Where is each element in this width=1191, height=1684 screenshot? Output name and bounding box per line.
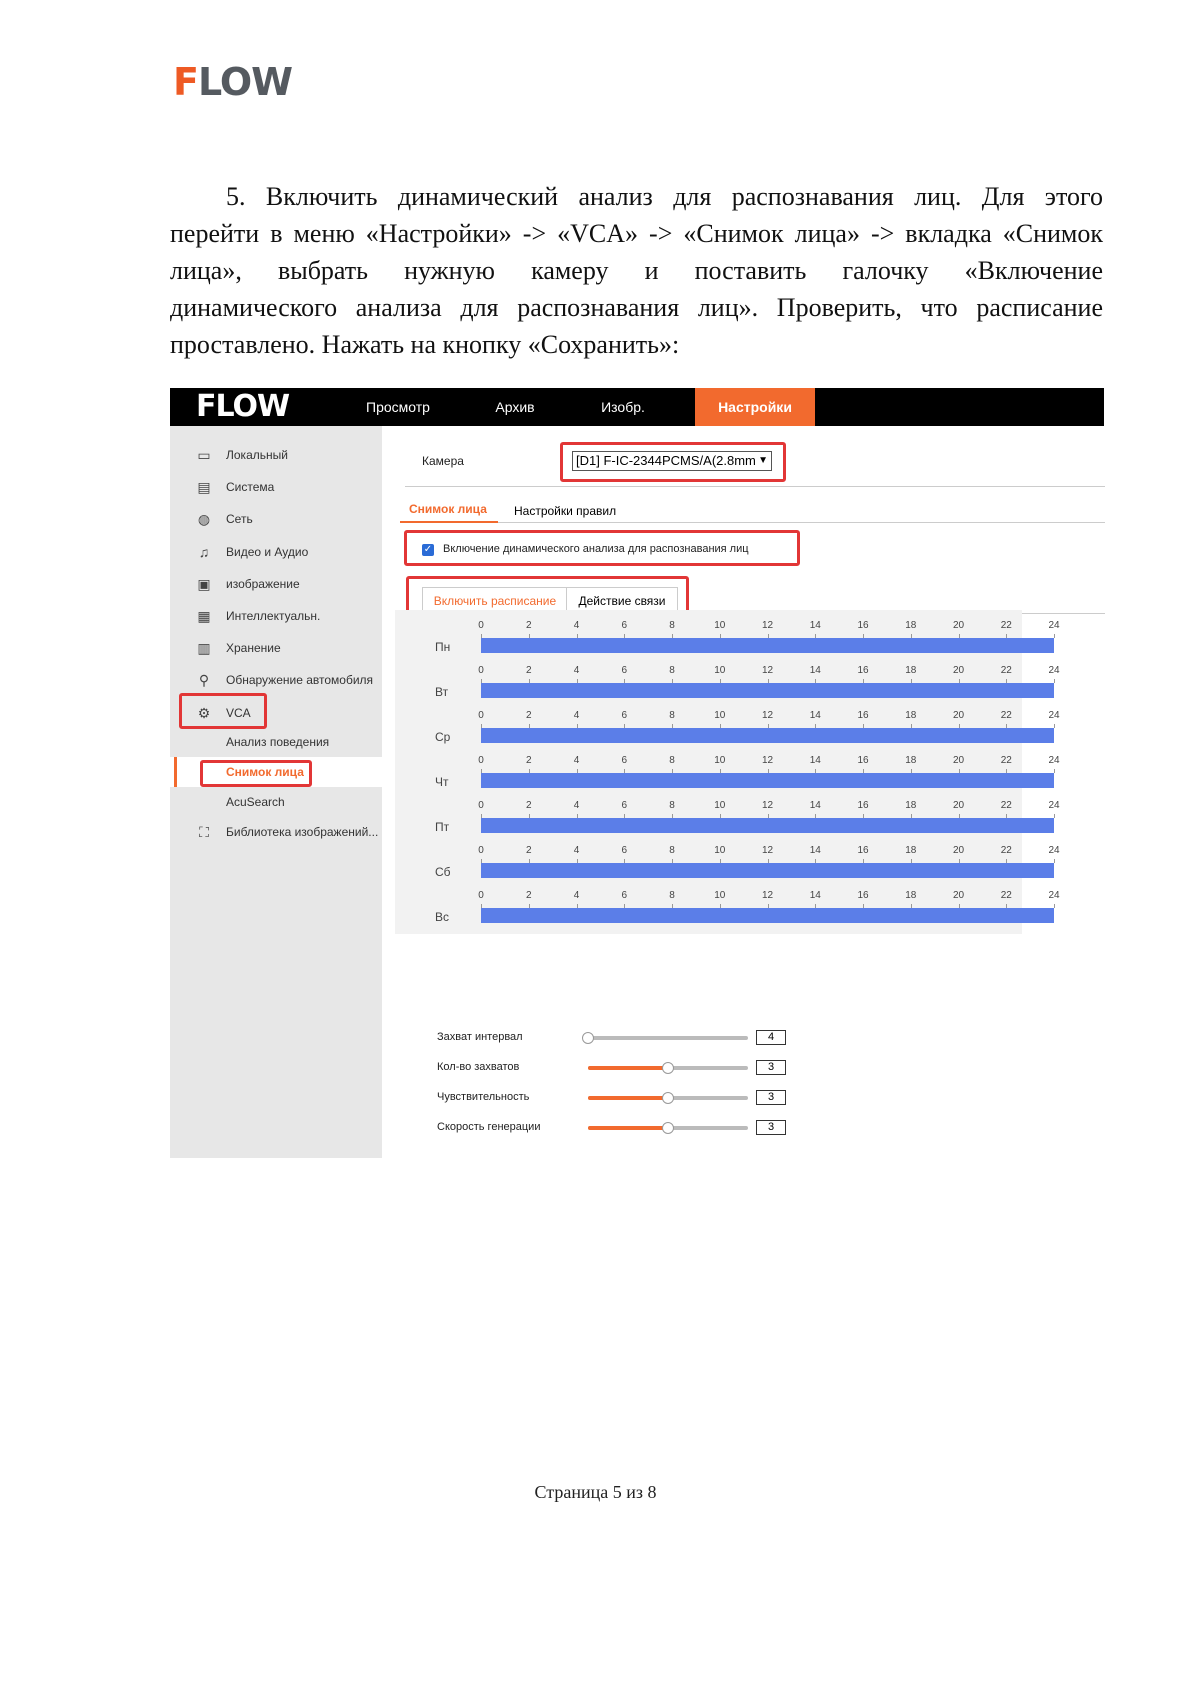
day-label: Сб (435, 865, 451, 879)
hour-label: 22 (1000, 755, 1012, 766)
hour-label: 18 (905, 665, 917, 676)
hour-label: 20 (952, 755, 965, 766)
active-tab-indicator (400, 521, 498, 523)
hour-tick (1054, 769, 1055, 773)
hour-label: 6 (621, 845, 628, 856)
sidebar-item-video-audio[interactable]: ♫ Видео и Аудио (170, 537, 382, 567)
hour-label: 18 (905, 800, 917, 811)
hour-label: 22 (1000, 620, 1012, 631)
hour-label: 24 (1048, 620, 1060, 631)
hour-label: 8 (669, 710, 675, 721)
day-label: Пн (435, 640, 451, 654)
hour-label: 2 (525, 845, 532, 856)
sidebar-sub-acusearch[interactable]: AcuSearch (226, 795, 285, 809)
sidebar-item-vca[interactable]: ⚙ VCA (170, 698, 382, 728)
slider-label: Кол-во захватов (437, 1061, 520, 1073)
hour-label: 2 (525, 665, 532, 676)
hour-tick (1054, 814, 1055, 818)
chevron-down-icon: ▼ (758, 455, 768, 466)
hour-label: 14 (809, 800, 821, 811)
hour-label: 10 (714, 665, 726, 676)
instruction-paragraph (170, 178, 1103, 363)
hour-label: 20 (952, 890, 965, 901)
slider-knob[interactable] (662, 1122, 674, 1134)
hour-label: 4 (573, 710, 580, 721)
sidebar-item-storage[interactable]: ▥ Хранение (170, 633, 382, 663)
slider-value-box[interactable]: 3 (756, 1120, 786, 1135)
hour-label: 6 (621, 755, 628, 766)
hour-label: 2 (525, 800, 532, 811)
hour-label: 12 (761, 755, 774, 766)
tab-enable-schedule[interactable]: Включить расписание (422, 587, 568, 613)
highlight-box-vca (179, 693, 267, 729)
slider-value-box[interactable]: 4 (756, 1030, 786, 1045)
day-label: Чт (435, 775, 449, 789)
hour-label: 6 (621, 620, 628, 631)
hour-label: 20 (952, 665, 965, 676)
hour-label: 8 (669, 845, 675, 856)
hour-label: 4 (573, 665, 580, 676)
hour-label: 6 (621, 800, 628, 811)
slider-label: Захват интервал (437, 1031, 523, 1043)
hour-label: 12 (761, 800, 774, 811)
intelligent-icon: ▦ (197, 608, 211, 624)
hour-label: 14 (809, 755, 821, 766)
hour-label: 0 (478, 755, 484, 766)
nav-archive[interactable]: Архив (495, 399, 535, 415)
tab-face-capture[interactable]: Снимок лица (409, 502, 487, 516)
schedule-bar[interactable] (481, 818, 1054, 833)
hour-label: 16 (857, 890, 869, 901)
tab-rule-settings[interactable]: Настройки правил (514, 504, 617, 518)
hour-label: 8 (669, 665, 675, 676)
hour-label: 6 (621, 710, 628, 721)
paragraph-line: лица», выбрать нужную камеру и поставить галочку «Включение (170, 256, 1103, 285)
hour-label: 16 (857, 755, 869, 766)
hour-label: 10 (714, 710, 726, 721)
storage-icon: ▥ (197, 640, 211, 656)
slider-knob[interactable] (582, 1032, 594, 1044)
sidebar-item-local[interactable]: ▭ Локальный (170, 440, 382, 470)
vca-icon: ⚙ (197, 705, 211, 721)
hour-label: 12 (761, 620, 774, 631)
hour-label: 10 (714, 800, 726, 811)
divider (498, 522, 1105, 523)
paragraph-line: проставлено. Нажать на кнопку «Сохранить»: (170, 330, 680, 359)
hour-label: 12 (761, 845, 774, 856)
hour-label: 24 (1048, 890, 1060, 901)
hour-label: 2 (525, 755, 532, 766)
schedule-bar[interactable] (481, 908, 1054, 923)
hour-label: 14 (809, 890, 821, 901)
schedule-bar[interactable] (481, 863, 1054, 878)
slider-value-box[interactable]: 3 (756, 1090, 786, 1105)
hour-label: 6 (621, 890, 628, 901)
camera-label: Камера (422, 454, 464, 468)
schedule-bar[interactable] (481, 683, 1054, 698)
sidebar-sub-face-capture[interactable]: Снимок лица (170, 757, 382, 787)
hour-label: 20 (952, 800, 965, 811)
hour-label: 16 (857, 845, 869, 856)
top-navigation-bar (170, 388, 1104, 426)
system-icon: ▤ (197, 479, 211, 495)
nav-settings[interactable]: Настройки (695, 388, 815, 426)
nav-image[interactable]: Изобр. (601, 399, 645, 415)
day-label: Вт (435, 685, 449, 699)
day-label: Ср (435, 730, 451, 744)
hour-label: 22 (1000, 845, 1012, 856)
schedule-bar[interactable] (481, 728, 1054, 743)
sidebar-sub-behavior-analysis[interactable]: Анализ поведения (226, 735, 330, 749)
hour-label: 12 (761, 890, 774, 901)
sidebar-item-face-library[interactable]: ⛶ Библиотека изображений... (170, 817, 382, 847)
hour-tick (1054, 724, 1055, 728)
hour-label: 10 (714, 620, 726, 631)
schedule-bar[interactable] (481, 773, 1054, 788)
day-label: Вс (435, 910, 450, 924)
hour-label: 8 (669, 620, 675, 631)
hour-label: 0 (478, 845, 484, 856)
hour-label: 20 (952, 620, 965, 631)
hour-label: 0 (478, 800, 484, 811)
hour-label: 12 (761, 710, 774, 721)
hour-label: 8 (669, 890, 675, 901)
slider-fill (588, 1126, 668, 1130)
hour-label: 0 (478, 890, 484, 901)
hour-tick (1054, 679, 1055, 683)
day-label: Пт (435, 820, 450, 834)
hour-label: 4 (573, 620, 580, 631)
hour-tick (1054, 859, 1055, 863)
slider-knob[interactable] (662, 1062, 674, 1074)
hour-tick (1054, 634, 1055, 638)
hour-label: 10 (714, 755, 726, 766)
vehicle-detection-icon: ⚲ (198, 672, 210, 688)
app-logo: FLOW (196, 389, 290, 424)
sidebar-item-system[interactable]: ▤ Система (170, 472, 382, 502)
hour-label: 24 (1048, 845, 1060, 856)
enable-dynamic-analysis-checkbox[interactable]: ✓ (423, 544, 433, 555)
slider-fill (588, 1096, 668, 1100)
face-library-icon: ⛶ (199, 824, 209, 840)
hour-label: 0 (478, 710, 484, 721)
slider-knob[interactable] (662, 1092, 674, 1104)
divider (405, 486, 1105, 487)
schedule-grid (395, 610, 1060, 934)
hour-label: 4 (573, 890, 580, 901)
page-footer: Страница 5 из 8 (534, 1482, 657, 1502)
hour-label: 16 (857, 800, 869, 811)
hour-label: 18 (905, 620, 917, 631)
image-icon: ▣ (197, 576, 211, 592)
hour-label: 22 (1000, 800, 1012, 811)
slider-label: Чувствительность (437, 1091, 530, 1103)
hour-label: 24 (1048, 800, 1060, 811)
hour-label: 4 (573, 755, 580, 766)
monitor-icon: ▭ (197, 447, 211, 463)
hour-label: 20 (952, 845, 965, 856)
enable-dynamic-analysis-label: Включение динамического анализа для распознавания лиц (443, 543, 749, 555)
hour-label: 14 (809, 845, 821, 856)
nav-view[interactable]: Просмотр (366, 399, 430, 415)
hour-label: 10 (714, 845, 726, 856)
hour-label: 22 (1000, 665, 1012, 676)
sidebar-item-image[interactable]: ▣ изображение (170, 569, 382, 599)
hour-label: 24 (1048, 755, 1060, 766)
hour-label: 12 (761, 665, 774, 676)
hour-label: 16 (857, 665, 869, 676)
sidebar-item-network[interactable]: ◍ Сеть (170, 504, 382, 534)
document-logo: FLOW (173, 60, 293, 104)
hour-label: 24 (1048, 665, 1060, 676)
hour-label: 16 (857, 710, 869, 721)
hour-label: 18 (905, 845, 917, 856)
network-icon: ◍ (197, 511, 211, 527)
sidebar-item-vehicle-detection[interactable]: ⚲ Обнаружение автомобиля (170, 665, 382, 695)
slider-track[interactable] (588, 1036, 748, 1040)
highlight-box-face-capture (200, 760, 312, 787)
hour-label: 8 (669, 800, 675, 811)
settings-sidebar (170, 426, 382, 1158)
hour-label: 0 (478, 665, 484, 676)
paragraph-line: динамического анализа для распознавания лиц». Проверить, что расписание (170, 293, 1103, 322)
hour-label: 4 (573, 800, 580, 811)
tab-linkage-action[interactable]: Действие связи (566, 587, 678, 613)
hour-label: 22 (1000, 890, 1012, 901)
hour-label: 16 (857, 620, 869, 631)
sidebar-item-intelligent[interactable]: ▦ Интеллектуальн. (170, 601, 382, 631)
hour-label: 2 (525, 710, 532, 721)
video-audio-icon: ♫ (198, 544, 210, 560)
hour-label: 22 (1000, 710, 1012, 721)
hour-label: 18 (905, 755, 917, 766)
hour-label: 8 (669, 755, 675, 766)
hour-tick (1054, 904, 1055, 908)
hour-label: 18 (905, 710, 917, 721)
hour-label: 18 (905, 890, 917, 901)
paragraph-line: 5. Включить динамический анализ для распознавания лиц. Для этого (226, 182, 1103, 211)
hour-label: 14 (809, 665, 821, 676)
schedule-bar[interactable] (481, 638, 1054, 653)
slider-value-box[interactable]: 3 (756, 1060, 786, 1075)
hour-label: 2 (525, 620, 532, 631)
hour-label: 14 (809, 620, 821, 631)
slider-label: Скорость генерации (437, 1121, 541, 1133)
hour-label: 6 (621, 665, 628, 676)
hour-label: 24 (1048, 710, 1060, 721)
hour-label: 0 (478, 620, 484, 631)
hour-label: 14 (809, 710, 821, 721)
hour-label: 4 (573, 845, 580, 856)
hour-label: 10 (714, 890, 726, 901)
hour-label: 20 (952, 710, 965, 721)
camera-select[interactable]: [D1] F-IC-2344PCMS/A(2.8mm ▼ (572, 451, 772, 471)
paragraph-line: перейти в меню «Настройки» -> «VCA» -> «Снимок лица» -> вкладка «Снимок (170, 219, 1103, 248)
hour-label: 2 (525, 890, 532, 901)
slider-fill (588, 1066, 668, 1070)
